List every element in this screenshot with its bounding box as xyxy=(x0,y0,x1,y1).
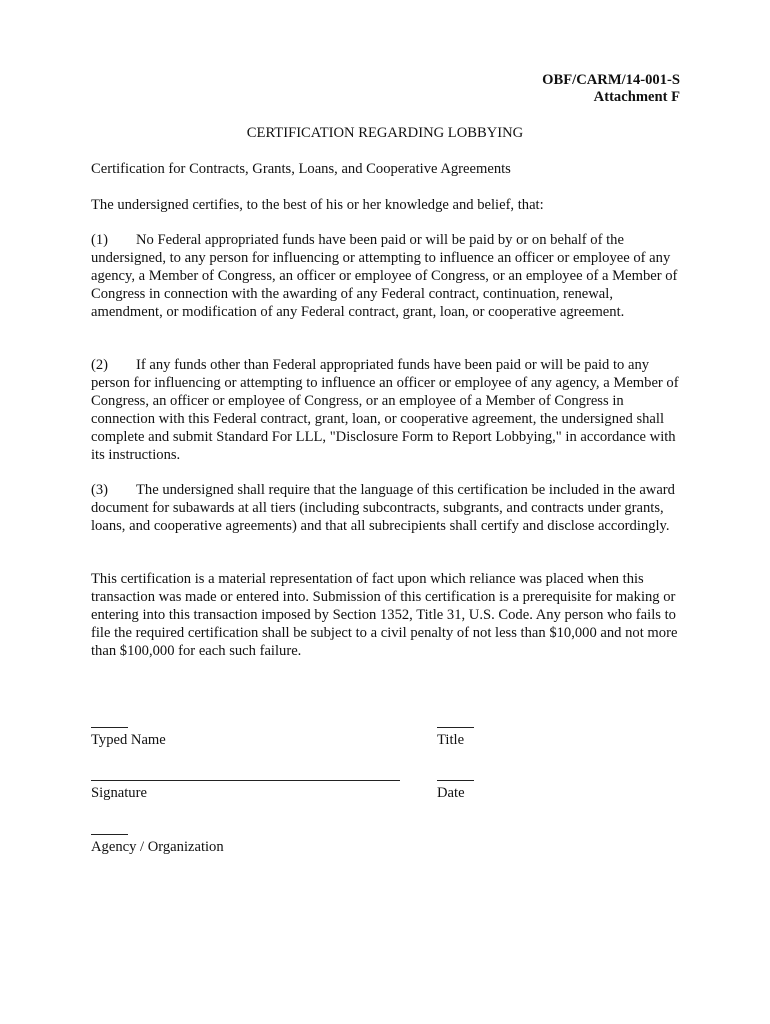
document-number: OBF/CARM/14-001-S xyxy=(542,72,680,88)
intro-paragraph xyxy=(91,196,683,214)
typed-name-line[interactable] xyxy=(91,727,128,728)
item-text: No Federal appropriated funds have been paid or will be paid by or on behalf of the undersigned, to any person for influencing or attempting to influence an officer or employee of any agency, a Member of Congress, an officer or employee of Congress, or an employee of a Member of Congress in connection with the awarding of any Federal contract, continuation, renewal, amendment, or modification of any Federal contract, grant, loan, or cooperative agreement. xyxy=(91,232,678,320)
signature-line[interactable] xyxy=(91,780,400,781)
signature-label: Signature xyxy=(91,785,147,801)
subtitle-text: Certification for Contracts, Grants, Loans, and Cooperative Agreements xyxy=(91,161,511,177)
document-subtitle xyxy=(91,160,683,178)
attachment-label: Attachment F xyxy=(593,89,680,105)
intro-text: The undersigned certifies, to the best of his or her knowledge and belief, that: xyxy=(91,197,544,213)
item-number: (3) xyxy=(91,482,109,498)
date-label: Date xyxy=(437,785,465,801)
agency-label: Agency / Organization xyxy=(91,839,224,855)
title-label: Title xyxy=(437,732,465,748)
certification-item-1 xyxy=(91,231,683,321)
item-number: (1) xyxy=(91,232,109,248)
agency-line[interactable] xyxy=(91,834,128,835)
closing-paragraph xyxy=(91,570,683,660)
typed-name-label: Typed Name xyxy=(91,732,166,748)
document-title: CERTIFICATION REGARDING LOBBYING xyxy=(246,125,524,141)
certification-item-3 xyxy=(91,481,683,535)
closing-text: This certification is a material representation of fact upon which reliance was placed when this transaction was made or entered into. Submission of this certification is a prerequisite for making or entering into this transaction imposed by Section 1352, Title 31, U.S. Code. Any person who fails to file the required certification shall be subject to a civil penalty of not less than $10,000 and not more than $100,000 for each such failure. xyxy=(91,571,678,659)
document-header xyxy=(542,72,680,106)
item-text: If any funds other than Federal appropriated funds have been paid or will be paid to any person for influencing or attempting to influence an officer or employee of any agency, a Member of Congress, an officer or employee of Congress, or an employee of a Member of Congress in connection with this Federal contract, grant, loan, or cooperative agreement, the undersigned shall complete and submit Standard For LLL, "Disclosure Form to Report Lobbying," in accordance with its instructions. xyxy=(91,357,679,463)
certification-item-2 xyxy=(91,356,683,464)
title-line[interactable] xyxy=(437,727,474,728)
item-number: (2) xyxy=(91,357,109,373)
date-line[interactable] xyxy=(437,780,474,781)
item-text: The undersigned shall require that the language of this certification be included in the award document for subawards at all tiers (including subcontracts, subgrants, and contracts under grants, loans, and cooperative agreements) and that all subrecipients shall certify and disclose accordingly. xyxy=(91,482,675,534)
